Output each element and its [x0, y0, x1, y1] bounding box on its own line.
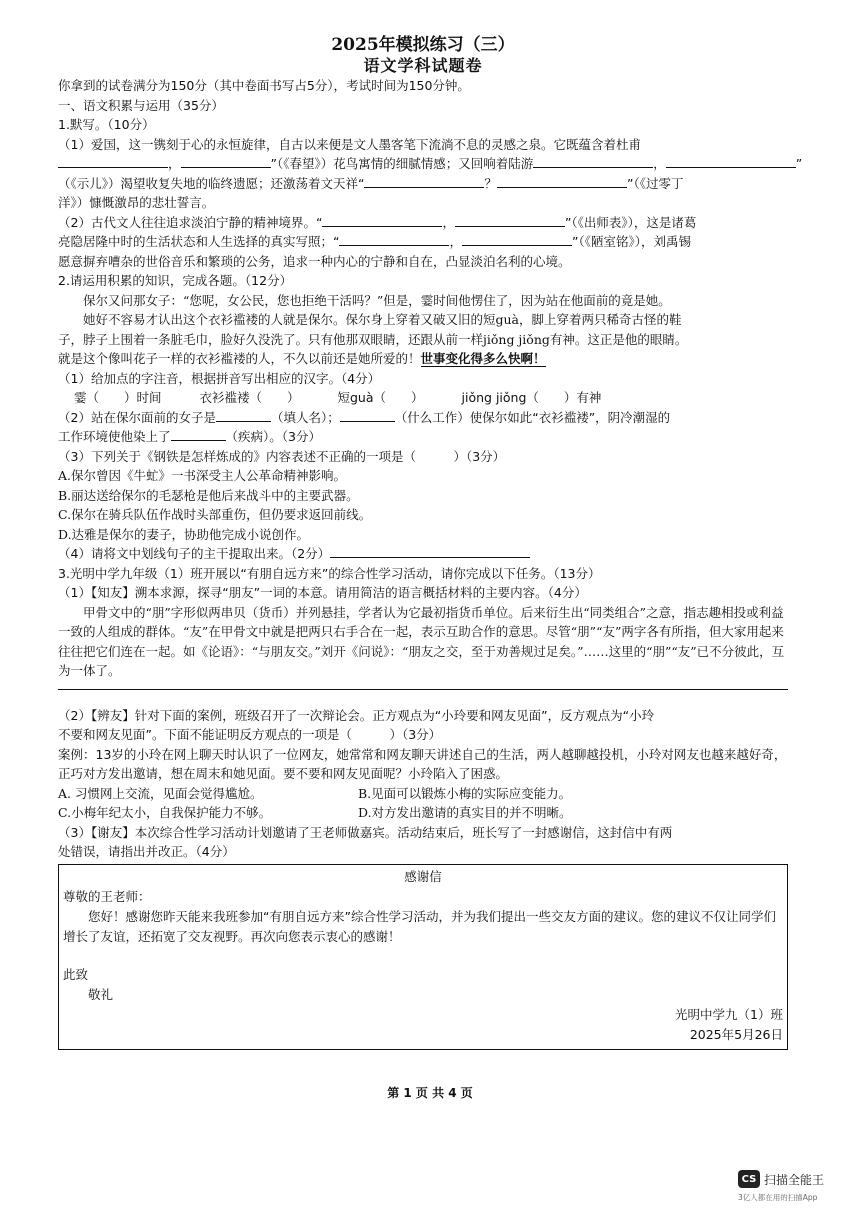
answer-blank[interactable] [171, 428, 226, 441]
answer-blank[interactable] [533, 155, 653, 168]
q1-p1-line1: （1）爱国，这一镌刻于心的永恒旋律，自古以来便是文人墨客笔下流淌不息的灵感之泉。它既蕴含着杜甫 [58, 136, 641, 152]
q2-passage-line: 就是这个像叫花子一样的衣衫褴褛的人，不久以前还是她所爱的！世事变化得多么快啊！ [58, 351, 546, 366]
q2-sub1-items [58, 388, 788, 408]
q3-heading: 3.光明中学九年级（1）班开展以“有朋自远方来”的综合性学习活动，请你完成以下任务。（13分） [58, 565, 601, 581]
pinyin-item[interactable]: 霎（ ）时间 [74, 390, 162, 405]
letter-salutation: 尊敬的王老师： [63, 888, 151, 904]
scanner-watermark [738, 1170, 824, 1188]
q2-option-b[interactable]: B.丽达送给保尔的毛瑟枪是他后来战斗中的主要武器。 [58, 487, 359, 503]
q3-task2-line1: （2）【辨友】针对下面的案例，班级召开了一次辩论会。正方观点为“小玲要和网友见面”，反方观点为“小玲 [58, 707, 655, 723]
page-number: 第 1 页 共 4 页 [387, 1086, 473, 1100]
letter-closing-1: 此致 [63, 966, 89, 982]
q1-p1-line3: （《示儿》）渴望收复失地的临终遗愿；还激荡着文天祥“ ？ ”（《过零丁 [58, 175, 684, 191]
q2-sub2-line1: （2）站在保尔面前的女子是 （填人名）； （什么工作）使保尔如此“衣衫褴褛”，阴冷潮湿的 [58, 409, 671, 425]
letter-signer: 光明中学九（1）班 [675, 1006, 783, 1022]
q2-sub2-line2: 工作环境使他染上了 （疾病）。（3分） [58, 429, 321, 444]
q1-heading: 1.默写。（10分） [58, 117, 155, 132]
letter-body: 您好！感谢您昨天能来我班参加“有朋自远方来”综合性学习活动，并为我们提出一些交友方面的建议。您的建议不仅让同学们增长了友谊，还拓宽了交友视野。再次向您表示衷心的感谢！ [63, 908, 776, 944]
exam-intro: 你拿到的试卷满分为150分（其中卷面书写占5分），考试时间为150分钟。 [58, 78, 470, 93]
q2-option-d[interactable]: D.达雅是保尔的妻子，协助他完成小说创作。 [58, 526, 310, 542]
q1-p2-line1: （2）古代文人往往追求淡泊宁静的精神境界。“ ， ”（《出师表》），这是诸葛 [58, 214, 697, 230]
q3-option-b[interactable]: B.见面可以锻炼小梅的实际应变能力。 [358, 785, 572, 801]
answer-blank[interactable] [58, 155, 168, 168]
answer-blank[interactable] [462, 233, 572, 246]
answer-blank[interactable] [497, 175, 627, 188]
q3-option-a[interactable]: A. 习惯网上交流，见面会觉得尴尬。 [58, 785, 263, 801]
answer-blank[interactable] [339, 233, 449, 246]
letter-closing-2: 敬礼 [88, 986, 114, 1002]
q2-passage-line: 子，脖子上围着一条脏毛巾，脸好久没洗了。只有他那双眼睛，还跟从前一样jiǒng jiǒng有神。这正是他的眼睛。 [58, 331, 688, 347]
pinyin-item[interactable]: 衣衫褴褛（ ） [199, 390, 300, 405]
q2-passage-line: 保尔又问那女子：“您呢，女公民，您也拒绝干活吗？”但是，霎时间他愣住了，因为站在他面前的竟是她。 [83, 292, 671, 308]
exam-sheet [58, 34, 803, 1050]
q3-options-row1 [58, 784, 788, 804]
scanner-logo-icon: CS [738, 1170, 760, 1188]
q3-task1: （1）【知友】溯本求源，探寻“朋友”一词的本意。请用简洁的语言概括材料的主要内容。（4分） [58, 585, 587, 600]
exam-title: 2025年模拟练习（三） [331, 35, 515, 55]
answer-blank[interactable] [455, 214, 565, 227]
q1-p1-line4: 洋》）慷慨激昂的悲壮誓言。 [58, 195, 215, 210]
q2-passage-line: 她好不容易才认出这个衣衫褴褛的人就是保尔。保尔身上穿着又破又旧的短guà，脚上穿着两只稀奇古怪的鞋 [83, 312, 682, 327]
scanner-name: 扫描全能王 [764, 1172, 825, 1187]
letter-title: 感谢信 [404, 868, 442, 884]
q3-task2-line2: 不要和网友见面”。下面不能证明反方观点的一项是（ ）（3分） [58, 727, 442, 742]
q2-heading: 2.请运用积累的知识，完成各题。（12分） [58, 273, 293, 288]
q3-task1-passage: 甲骨文中的“朋”字形似两串贝（货币）并列悬挂，学者认为它最初指货币单位。后来衍生出“同类组合”之意，指志趣相投或利益一致的人组成的群体。“友”在甲骨文中就是把两只右手合在一起，表示互助合作的意思。尽管“朋”“友”两字各有所指，但大家用起来往往把它们连在一起。如《论语》：“与朋友交。”刘开《问说》：“朋友之交，至于劝善规过足矣。”……这里的“朋”“友”已不分彼此，互为一体了。 [58, 604, 785, 678]
scanner-tagline: 3亿人都在用的扫描App [738, 1193, 818, 1202]
q3-option-d[interactable]: D.对方发出邀请的真实目的并不明晰。 [358, 805, 572, 820]
q3-case: 案例：13岁的小玲在网上聊天时认识了一位网友，她常常和网友聊天讲述自己的生活，两人越聊越投机，小玲对网友也越来越好奇，正巧对方发出邀请，想在周末和她见面。要不要和网友见面呢？小玲陷入了困惑。 [58, 746, 787, 781]
answer-blank[interactable] [181, 155, 271, 168]
letter-date: 2025年5月26日 [689, 1026, 783, 1042]
q1-p1-line2: ， ”（《春望》）花鸟寓情的细腻情感；又回响着陆游 ， ” [58, 154, 788, 174]
q2-sub3: （3）下列关于《钢铁是怎样炼成的》内容表述不正确的一项是（ ）（3分） [58, 448, 506, 464]
answer-blank[interactable] [340, 409, 395, 422]
underlined-sentence: 世事变化得多么快啊！ [420, 351, 546, 366]
pinyin-item[interactable]: jiǒng jiǒng（ ）有神 [461, 390, 602, 405]
answer-line[interactable] [58, 689, 788, 690]
q2-sub4: （4）请将文中划线句子的主干提取出来。（2分） [58, 544, 788, 564]
q3-task3-line2: 处错误，请指出并改正。（4分） [58, 844, 235, 859]
answer-blank[interactable] [364, 175, 484, 188]
answer-blank[interactable] [322, 214, 442, 227]
q1-p2-line2: 亮隐居隆中时的生活状态和人生选择的真实写照；“ ， ”（《陋室铭》），刘禹锡 [58, 234, 691, 249]
q3-task3-line1: （3）【谢友】本次综合性学习活动计划邀请了王老师做嘉宾。活动结束后，班长写了一封感谢信，这封信中有两 [58, 824, 673, 840]
q1-p2-line3: 愿意摒弃嘈杂的世俗音乐和繁琐的公务，追求一种内心的宁静和自在，凸显淡泊名利的心境。 [58, 253, 571, 269]
exam-subtitle: 语文学科试题卷 [363, 56, 483, 75]
pinyin-item[interactable]: 短guà（ ） [337, 390, 424, 405]
answer-blank[interactable] [216, 409, 271, 422]
answer-blank[interactable] [666, 155, 796, 168]
section-heading: 一、语文积累与运用（35分） [58, 97, 224, 113]
q2-option-c[interactable]: C.保尔在骑兵队伍作战时头部重伤，但仍要求返回前线。 [58, 507, 372, 522]
q3-option-c[interactable]: C.小梅年纪太小，自我保护能力不够。 [58, 805, 272, 820]
q3-options-row2 [58, 803, 788, 823]
q2-sub1: （1）给加点的字注音，根据拼音写出相应的汉字。（4分） [58, 370, 381, 386]
thank-you-letter [58, 864, 788, 1050]
answer-blank[interactable] [330, 545, 530, 558]
q2-option-a[interactable]: A.保尔曾因《牛虻》一书深受主人公革命精神影响。 [58, 468, 347, 483]
